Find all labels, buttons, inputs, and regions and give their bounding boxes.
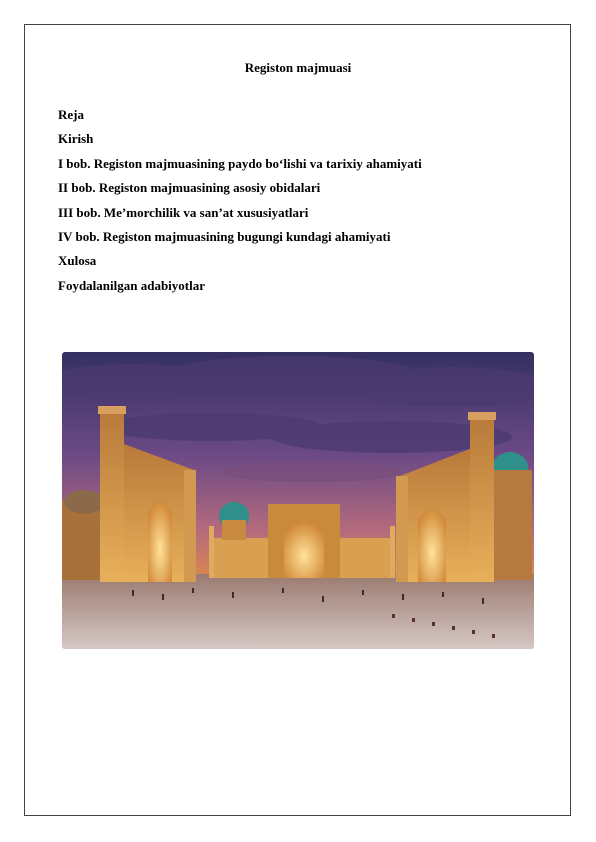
toc-item-chapter-3: III bob. Me’morchilik va san’at xususiyatlari (58, 204, 309, 220)
toc-item-chapter-2: II bob. Registon majmuasining asosiy obidalari (58, 180, 321, 196)
toc-item-chapter-1: I bob. Registon majmuasining paydo bo‘lishi va tarixiy ahamiyati (58, 155, 422, 171)
document-title: Registon majmuasi (244, 60, 352, 75)
toc-item-references: Foydalanilgan adabiyotlar (58, 277, 205, 293)
toc-item-conclusion: Xulosa (58, 253, 97, 269)
toc-item-chapter-4: IV bob. Registon majmuasining bugungi kundagi ahamiyati (58, 228, 391, 244)
table-of-contents (58, 106, 422, 301)
registan-photo (62, 352, 534, 649)
toc-item-plan: Reja (58, 107, 84, 122)
toc-item-intro: Kirish (58, 131, 94, 147)
plaza (62, 574, 534, 649)
